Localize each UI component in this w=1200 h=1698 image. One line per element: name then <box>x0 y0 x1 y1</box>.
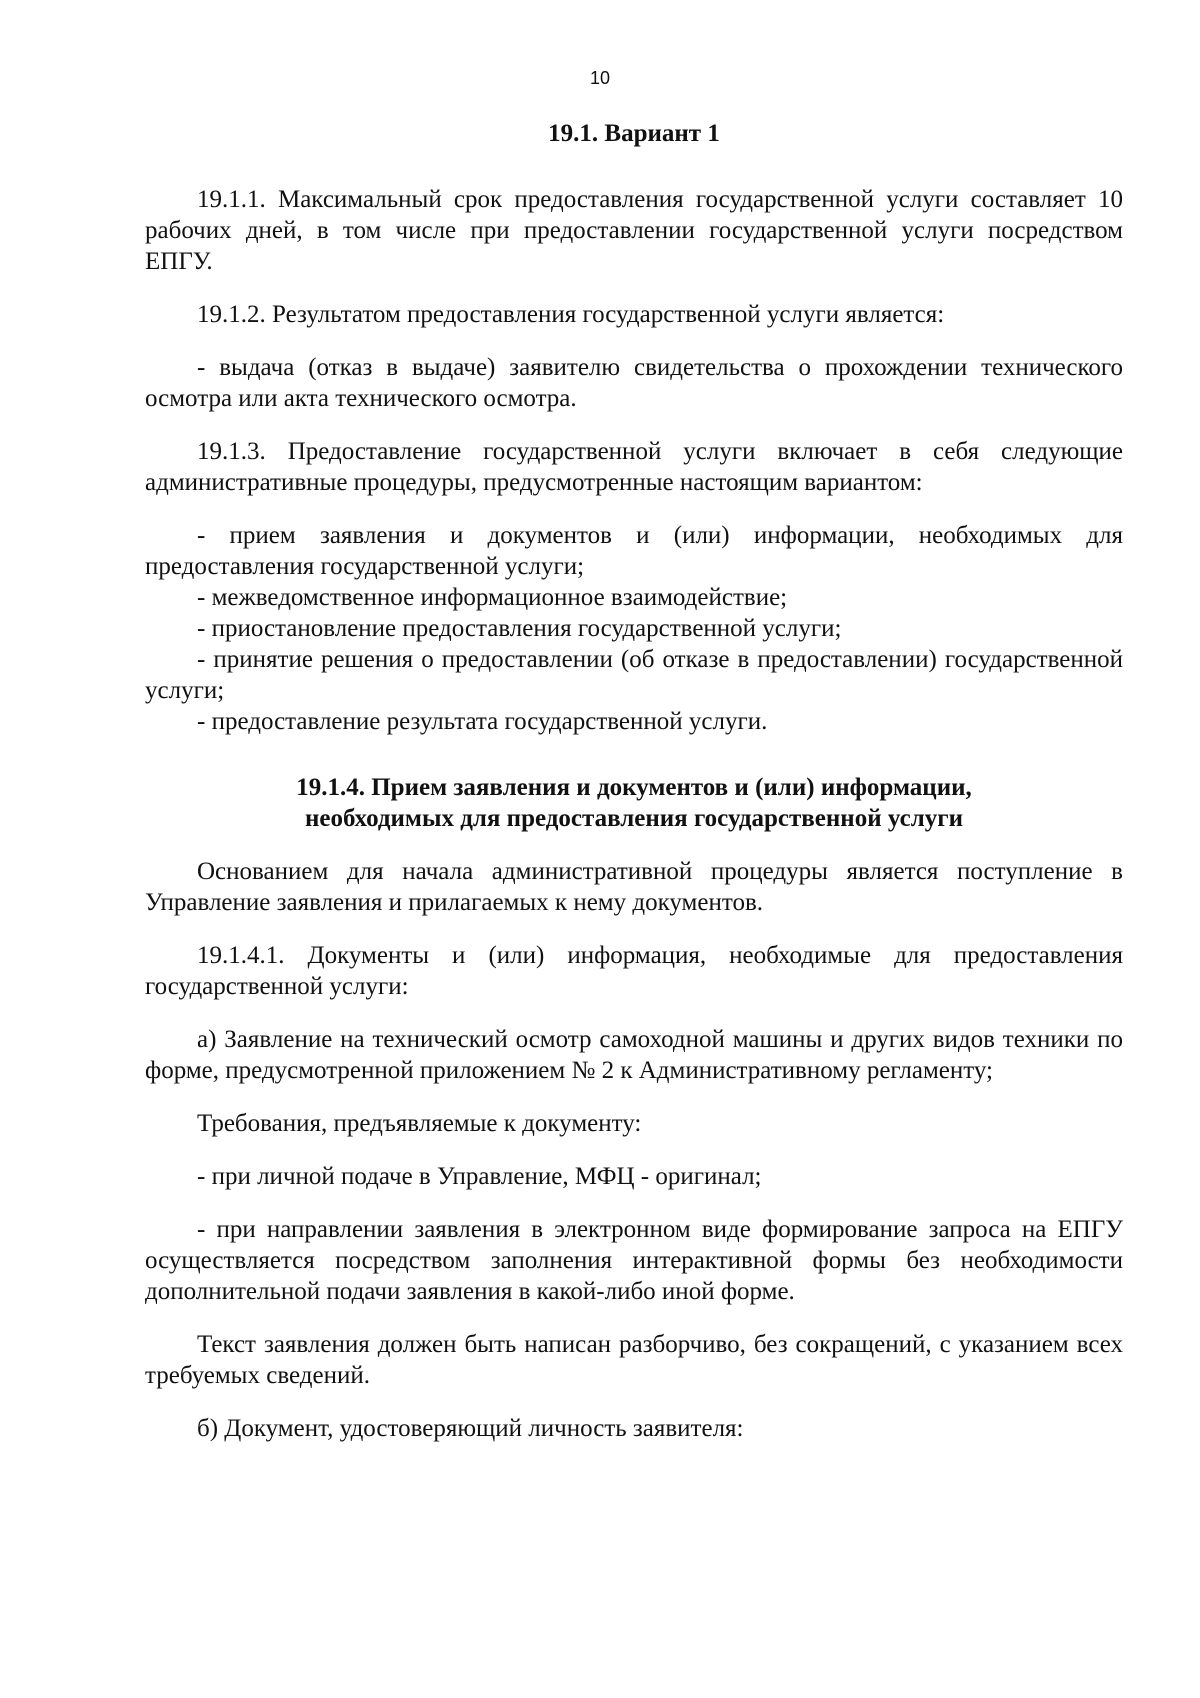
paragraph-personal-submission: - при личной подаче в Управление, МФЦ - оригинал; <box>197 1163 762 1190</box>
paragraph-b: б) Документ, удостоверяющий личность заявителя: <box>197 1415 744 1442</box>
paragraph-19-1-1: 19.1.1. Максимальный срок предоставления государственной услуги составляет 10 рабочих дней, в том числе при предоставлении государственной услуги посредством ЕПГУ. <box>145 186 1123 275</box>
subsection-title-line: 19.1.4. Прием заявления и документов и (или) информации, <box>296 774 972 801</box>
section-title: 19.1. Вариант 1 <box>548 120 720 147</box>
paragraph-19-1-3: 19.1.3. Предоставление государственной услуги включает в себя следующие административные процедуры, предусмотренные настоящим вариантом: <box>145 438 1123 496</box>
paragraph-basis: Основанием для начала административной процедуры является поступление в Управление заявления и прилагаемых к нему документов. <box>145 858 1123 916</box>
list-item: - предоставление результата государственной услуги. <box>197 708 768 735</box>
paragraph-text-requirements: Текст заявления должен быть написан разборчиво, без сокращений, с указанием всех требуемых сведений. <box>145 1331 1123 1389</box>
paragraph-19-1-2: 19.1.2. Результатом предоставления государственной услуги является: <box>197 301 945 328</box>
list-item: - прием заявления и документов и (или) информации, необходимых для предоставления государственной услуги; <box>145 522 1123 580</box>
subsection-title <box>145 772 1123 834</box>
list-item: - межведомственное информационное взаимодействие; <box>197 584 788 611</box>
procedure-list <box>145 520 1123 737</box>
paragraph-19-1-4-1: 19.1.4.1. Документы и (или) информация, необходимые для предоставления государственной услуги: <box>145 942 1123 1000</box>
list-item: - приостановление предоставления государственной услуги; <box>197 615 842 642</box>
list-item: - принятие решения о предоставлении (об отказе в предоставлении) государственной услуги; <box>145 646 1123 704</box>
paragraph-result: - выдача (отказ в выдаче) заявителю свидетельства о прохождении технического осмотра или акта технического осмотра. <box>145 354 1123 412</box>
subsection-title-line: необходимых для предоставления государственной услуги <box>305 805 963 832</box>
paragraph-a: а) Заявление на технический осмотр самоходной машины и других видов техники по форме, предусмотренной приложением № 2 к Административному регламенту; <box>145 1026 1123 1084</box>
paragraph-electronic-submission: - при направлении заявления в электронном виде формирование запроса на ЕПГУ осуществляется посредством заполнения интерактивной формы без необходимости дополнительной подачи заявления в какой-либо иной форме. <box>145 1216 1123 1305</box>
page-number: 10 <box>589 68 611 88</box>
document-body <box>145 118 1123 1444</box>
paragraph-requirements: Требования, предъявляемые к документу: <box>197 1110 642 1137</box>
